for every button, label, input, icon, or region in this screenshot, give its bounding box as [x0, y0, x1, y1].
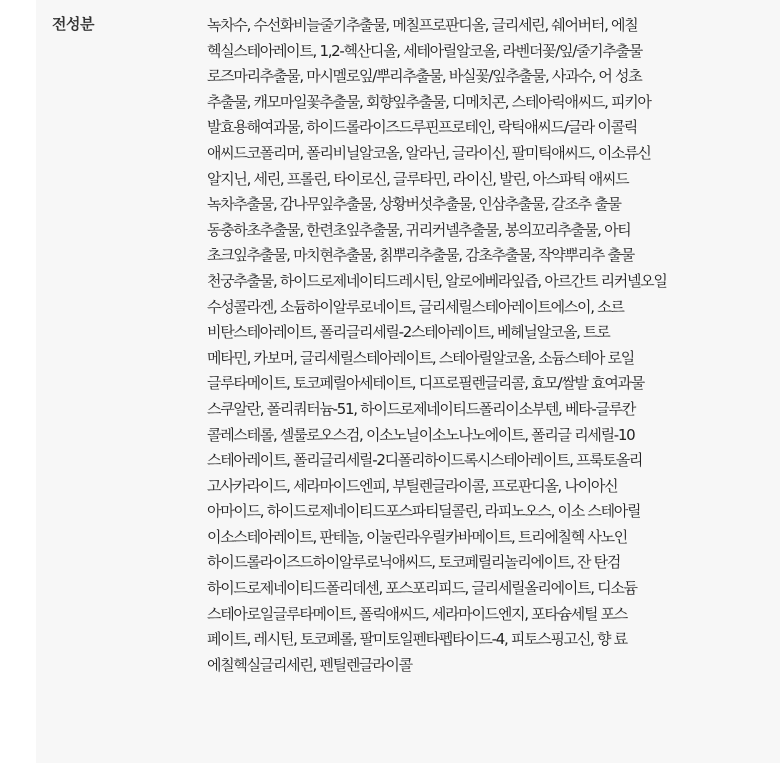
ingredients-line: 추출물, 캐모마일꽃추출물, 회향잎추출물, 디메치콘, 스테아릭애씨드, 피키아 — [207, 92, 651, 111]
ingredients-line: 에칠헥실글리세린, 펜틸렌글라이콜 — [207, 655, 412, 674]
ingredients-line: 비탄스테아레이트, 폴리글리세릴-2스테아레이트, 베헤닐알코올, 트로 — [207, 323, 610, 342]
ingredients-line: 알지닌, 세린, 프롤린, 타이로신, 글루타민, 라이신, 발린, 아스파틱 애씨드 — [207, 169, 629, 188]
ingredients-line: 아마이드, 하이드로제네이티드포스파티딜콜린, 라피노오스, 이소 스테아릴 — [207, 502, 641, 521]
ingredients-line: 메타민, 카보머, 글리세릴스테아레이트, 스테아릴알코올, 소듐스테아 로일 — [207, 348, 634, 367]
ingredients-line: 애씨드코폴리머, 폴리비닐알코올, 알라닌, 글라이신, 팔미틱애씨드, 이소류신 — [207, 143, 651, 162]
ingredients-line: 초크잎추출물, 마치현추출물, 칡뿌리추출물, 감초추출물, 작약뿌리추 출물 — [207, 246, 634, 265]
ingredients-line: 천궁추출물, 하이드로제네이티드레시틴, 알로에베라잎즙, 아르간트 리커넬오일 — [207, 271, 667, 290]
ingredients-line: 스쿠알란, 폴리쿼터늄-51, 하이드로제네이티드폴리이소부텐, 베타-글루칸 — [207, 399, 636, 418]
ingredients-line: 고사카라이드, 세라마이드엔피, 부틸렌글라이콜, 프로판디올, 나이아신 — [207, 476, 618, 495]
ingredients-line: 하이드로제네이티드폴리데센, 포스포리피드, 글리세릴올리에이트, 디소듐 — [207, 579, 637, 598]
ingredients-line: 스테아로일글루타메이트, 폴릭애씨드, 세라마이드엔지, 포타슘세틸 포스 — [207, 604, 627, 623]
ingredients-line: 스테아레이트, 폴리글리세릴-2디폴리하이드록시스테아레이트, 프룩토올리 — [207, 451, 643, 470]
ingredients-line: 발효용해여과물, 하이드롤라이즈드루핀프로테인, 락틱애씨드/글라 이콜릭 — [207, 118, 637, 137]
ingredients-line: 페이트, 레시틴, 토코페롤, 팔미토일펜타펩타이드-4, 피토스핑고신, 향 료 — [207, 630, 627, 649]
ingredients-line: 이소스테아레이트, 판테놀, 이눌린라우릴카바메이트, 트리에칠헥 사노인 — [207, 527, 627, 546]
ingredients-line: 수성콜라겐, 소듐하이알루로네이트, 글리세릴스테아레이트에스이, 소르 — [207, 297, 624, 316]
ingredients-line: 콜레스테롤, 셀룰로오스검, 이소노닐이소노나노에이트, 폴리글 리세릴-10 — [207, 425, 635, 444]
ingredients-label: 전성분 — [52, 15, 94, 33]
ingredients-list — [207, 13, 727, 678]
ingredients-line: 녹차수, 수선화비늘줄기추출물, 메칠프로판디올, 글리세린, 쉐어버터, 에칠 — [207, 16, 638, 34]
ingredients-line: 동충하초추출물, 한련초잎추출물, 귀리커넬추출물, 봉의꼬리추출물, 아티 — [207, 220, 631, 239]
ingredients-line: 글루타메이트, 토코페릴아세테이트, 디프로필렌글리콜, 효모/쌀발 효여과물 — [207, 374, 644, 393]
ingredients-line: 하이드롤라이즈드하이알루로닉애씨드, 토코페릴리놀리에이트, 잔 탄검 — [207, 553, 621, 572]
ingredients-line: 로즈마리추출물, 마시멜로잎/뿌리추출물, 바실꽃/잎추출물, 사과수, 어 성초 — [207, 67, 642, 86]
ingredients-line: 녹차추출물, 감나무잎추출물, 상황버섯추출물, 인삼추출물, 갈조추 출물 — [207, 195, 621, 214]
ingredients-line: 헥실스테아레이트, 1,2-헥산디올, 세테아릴알코올, 라벤더꽃/잎/줄기추출물 — [207, 41, 642, 60]
